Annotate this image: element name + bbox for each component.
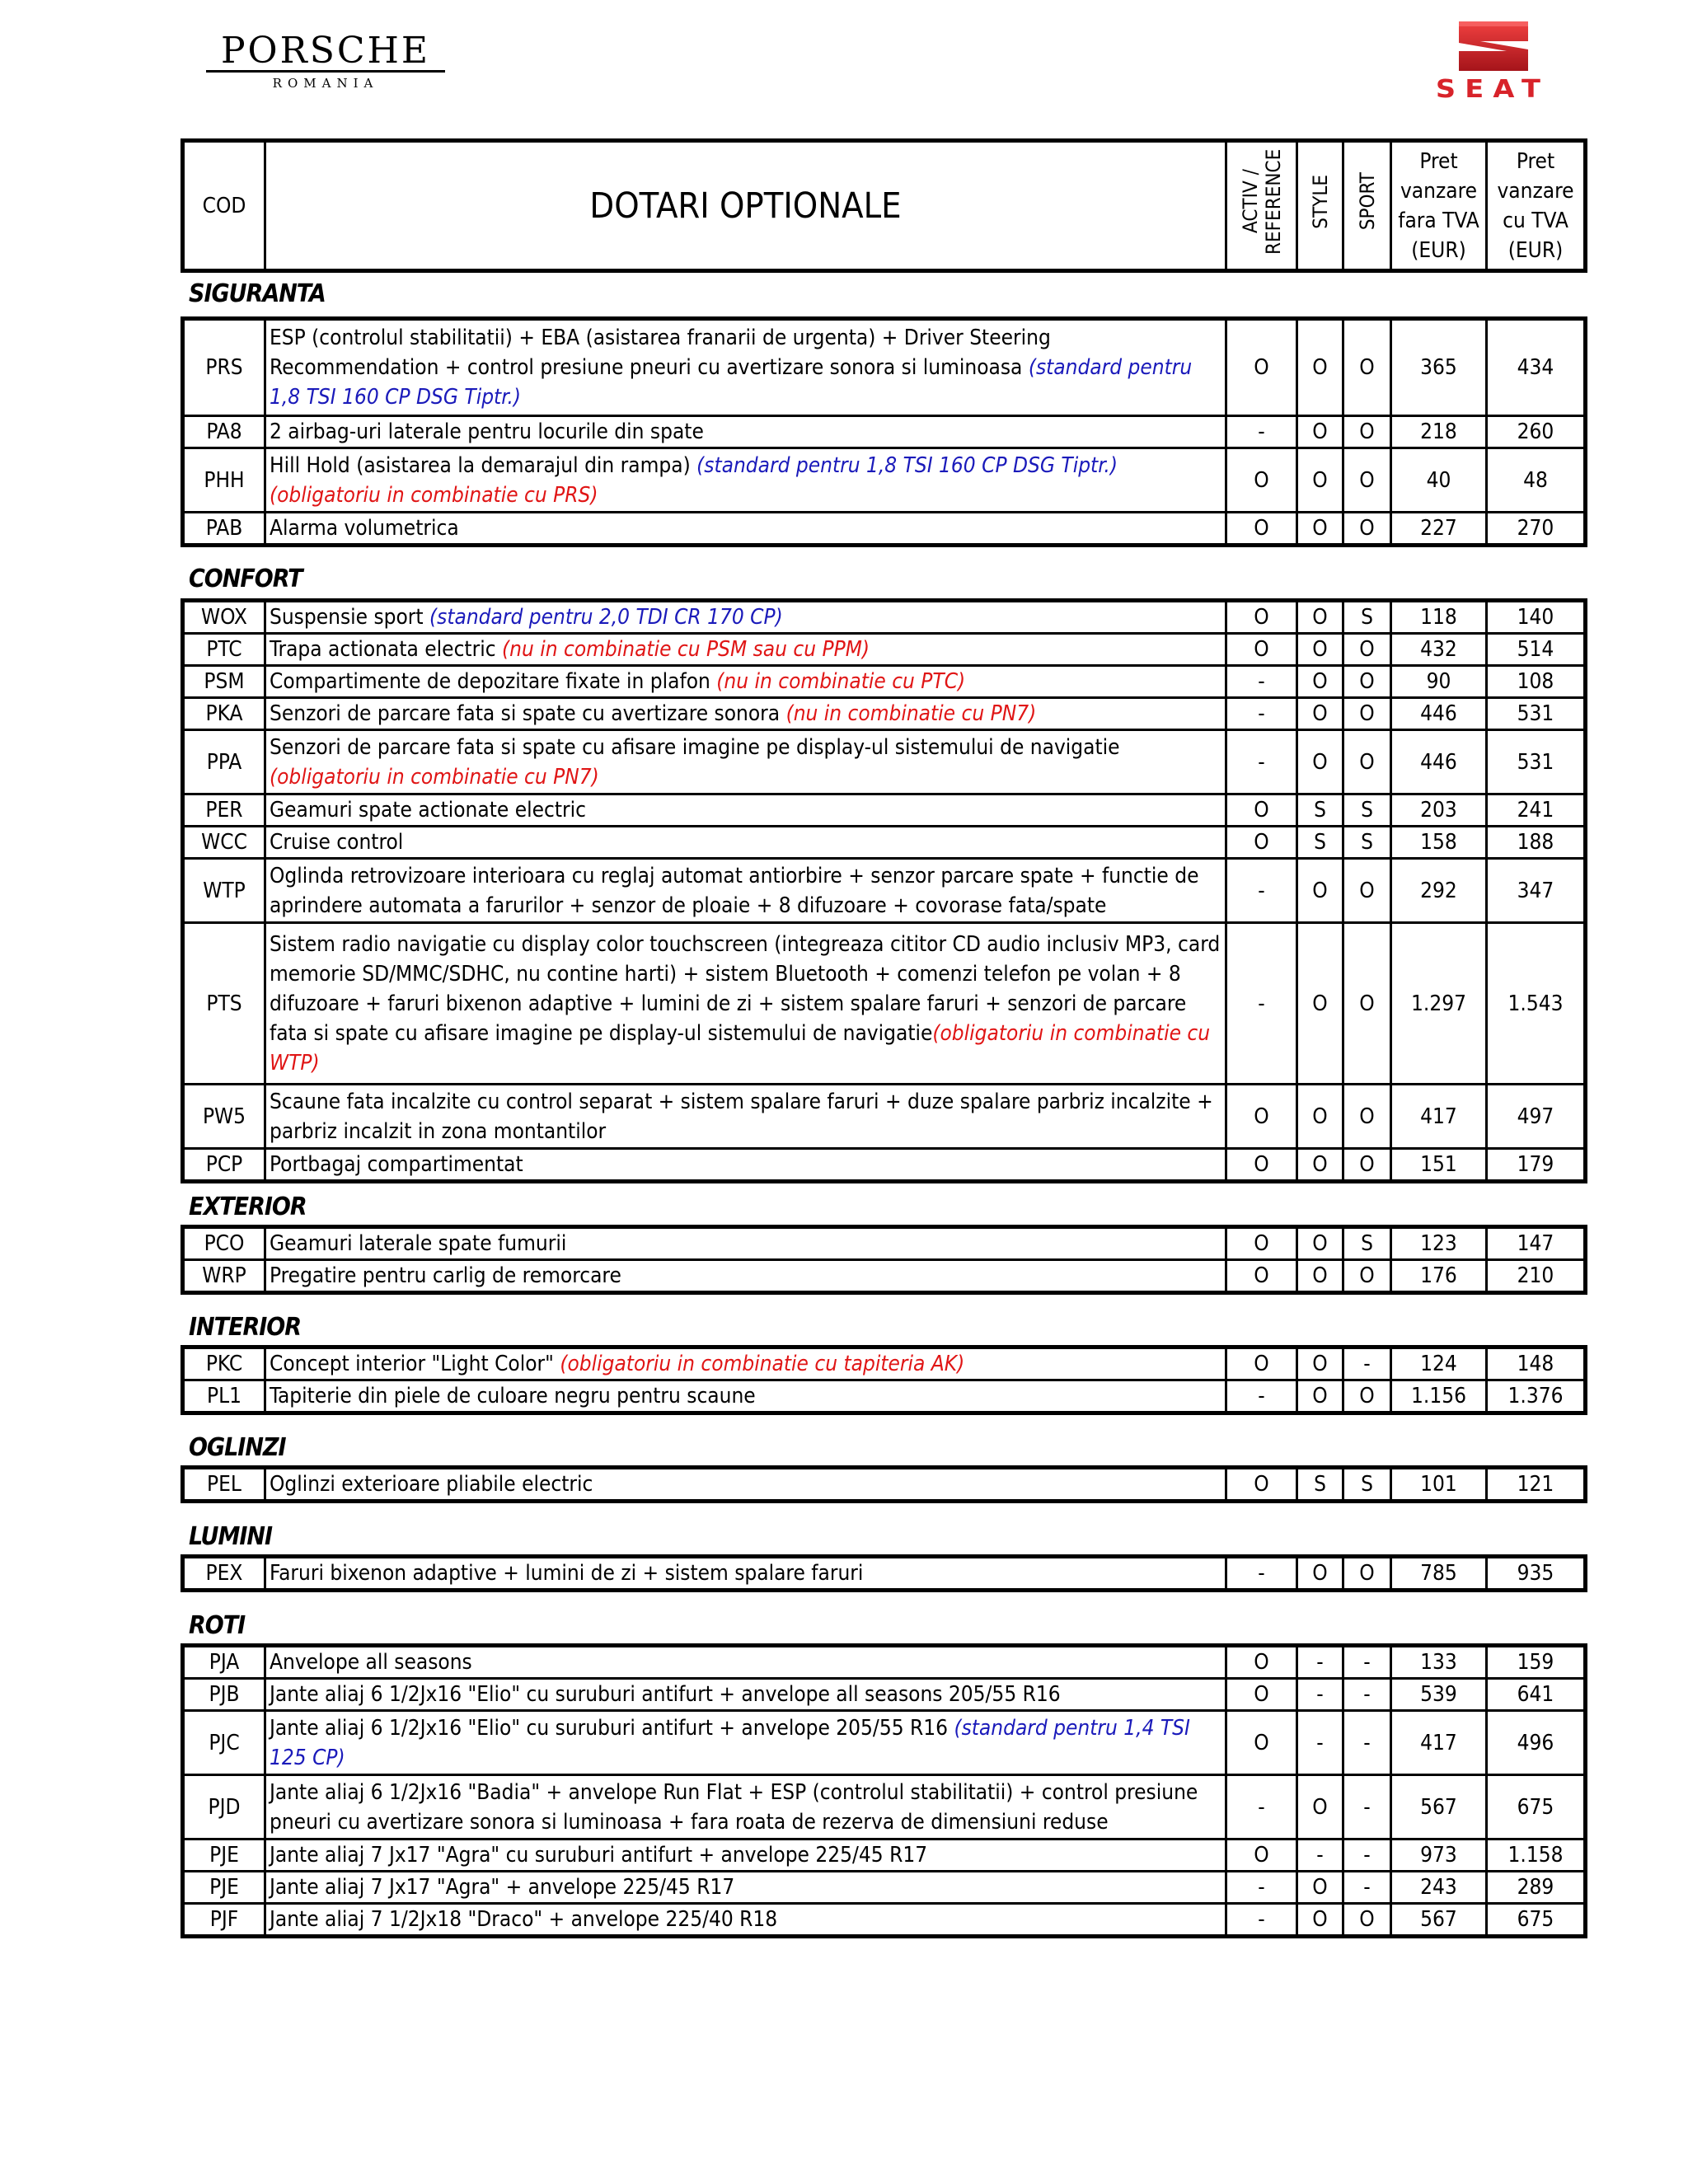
sport-availability: O [1343,666,1391,698]
option-code: PW5 [183,1085,265,1149]
section-title: LUMINI [189,1522,272,1551]
option-description [265,794,1226,827]
table-row [183,1840,1586,1872]
table-row [183,1646,1586,1679]
price-vat: 241 [1487,794,1586,827]
style-availability: - [1297,1646,1343,1679]
options-table [181,1643,1587,1938]
header-table [181,138,1587,273]
price-no-vat: 227 [1391,513,1487,546]
style-availability: S [1297,794,1343,827]
option-description-text: Geamuri spate actionate electric [270,798,586,823]
option-code: PJE [183,1872,265,1904]
option-description-text: Oglinda retrovizoare interioara cu reglaj automat antiorbire + senzor parcare spate + functie de aprindere automata a farurilor + senzor de ploaie + 8 difuzoare + covorase fata/spate [270,863,1199,918]
restriction-note: (obligatoriu in combinatie cu WTP) [270,1020,1211,1076]
activ-availability: O [1226,319,1297,416]
activ-availability: O [1226,601,1297,634]
option-description [265,1227,1226,1260]
price-no-vat: 417 [1391,1085,1487,1149]
activ-availability: - [1226,416,1297,448]
style-availability: O [1297,1227,1343,1260]
option-code: PSM [183,666,265,698]
table-row [183,1468,1586,1502]
option-code: PA8 [183,416,265,448]
price-vat: 496 [1487,1711,1586,1775]
activ-availability: O [1226,1347,1297,1380]
style-availability: O [1297,1260,1343,1293]
activ-availability: - [1226,1904,1297,1937]
price-no-vat: 567 [1391,1775,1487,1840]
option-description-text: Senzori de parcare fata si spate cu avertizare sonora [270,701,786,726]
option-code: PAB [183,513,265,546]
price-vat: 675 [1487,1904,1586,1937]
sport-availability: - [1343,1872,1391,1904]
sport-availability: - [1343,1646,1391,1679]
style-availability: - [1297,1679,1343,1711]
table-row [183,1085,1586,1149]
section-title: OGLINZI [189,1433,286,1462]
option-code: PEX [183,1557,265,1591]
option-description-text: Jante aliaj 7 Jx17 "Agra" + anvelope 225/45 R17 [270,1875,735,1900]
style-availability: O [1297,416,1343,448]
option-code: PJD [183,1775,265,1840]
activ-availability: - [1226,923,1297,1085]
option-description [265,859,1226,923]
price-vat: 531 [1487,730,1586,794]
option-code: WRP [183,1260,265,1293]
price-vat: 935 [1487,1557,1586,1591]
price-vat: 121 [1487,1468,1586,1502]
price-no-vat: 124 [1391,1347,1487,1380]
restriction-note: (nu in combinatie cu PN7) [785,701,1037,726]
price-vat: 140 [1487,601,1586,634]
activ-availability: - [1226,698,1297,730]
price-no-vat: 123 [1391,1227,1487,1260]
activ-availability: - [1226,730,1297,794]
activ-availability: - [1226,666,1297,698]
option-description [265,827,1226,859]
restriction-note: (nu in combinatie cu PTC) [716,669,966,694]
style-availability: - [1297,1711,1343,1775]
option-description [265,319,1226,416]
option-code: PJB [183,1679,265,1711]
style-availability: O [1297,1085,1343,1149]
price-vat: 108 [1487,666,1586,698]
option-description-text: ESP (controlul stabilitatii) + EBA (asistarea franarii de urgenta) + Driver Steering Recommendation + control presiune pneuri cu avertizare sonora si luminoasa [270,326,1051,380]
option-code: PRS [183,319,265,416]
sport-availability: O [1343,698,1391,730]
option-description [265,1904,1226,1937]
restriction-note: (obligatoriu in combinatie cu tapiteria AK) [560,1352,965,1376]
table-row [183,827,1586,859]
price-vat: 210 [1487,1260,1586,1293]
option-description [265,1557,1226,1591]
options-table [181,598,1587,1183]
header-style-label: STYLE [1308,174,1332,229]
style-availability: S [1297,827,1343,859]
option-description-text: Trapa actionata electric [270,637,502,662]
header-activ-label: ACTIV / REFERENCE [1238,148,1285,255]
section-title: INTERIOR [189,1313,302,1342]
style-availability: O [1297,601,1343,634]
sport-availability: S [1343,827,1391,859]
sport-availability: O [1343,1085,1391,1149]
price-no-vat: 243 [1391,1872,1487,1904]
price-vat: 179 [1487,1149,1586,1182]
option-code: WOX [183,601,265,634]
sport-availability: O [1343,634,1391,666]
option-description [265,1775,1226,1840]
option-code: PEL [183,1468,265,1502]
option-description-text: Suspensie sport [270,605,430,630]
price-vat: 159 [1487,1646,1586,1679]
option-description [265,1872,1226,1904]
activ-availability: O [1226,794,1297,827]
option-description-text: Jante aliaj 7 1/2Jx18 "Draco" + anvelope 225/40 R18 [270,1907,778,1932]
header-price-no-vat: Pret vanzare fara TVA (EUR) [1391,141,1487,271]
table-row [183,1260,1586,1293]
sport-availability: O [1343,859,1391,923]
option-description [265,1468,1226,1502]
price-no-vat: 539 [1391,1679,1487,1711]
header-sport [1343,141,1391,271]
price-vat: 147 [1487,1227,1586,1260]
options-table [181,1554,1587,1592]
standard-note: (standard pentru 1,4 TSI 125 CP) [270,1715,1190,1770]
option-code: WCC [183,827,265,859]
option-code: PPA [183,730,265,794]
table-row [183,1775,1586,1840]
price-no-vat: 101 [1391,1468,1487,1502]
sport-availability: O [1343,1557,1391,1591]
activ-availability: - [1226,1775,1297,1840]
price-vat: 675 [1487,1775,1586,1840]
sport-availability: O [1343,448,1391,513]
price-no-vat: 1.297 [1391,923,1487,1085]
header-sport-label: SPORT [1355,172,1379,231]
price-no-vat: 158 [1391,827,1487,859]
table-row [183,416,1586,448]
table-row [183,1380,1586,1413]
style-availability: O [1297,666,1343,698]
option-description [265,1260,1226,1293]
sport-availability: S [1343,1468,1391,1502]
activ-availability: O [1226,1227,1297,1260]
option-code: WTP [183,859,265,923]
style-availability: O [1297,859,1343,923]
section-title: CONFORT [189,565,302,593]
option-description-text: Hill Hold (asistarea la demarajul din rampa) [270,452,697,478]
option-description [265,1380,1226,1413]
header-code: COD [183,141,265,271]
table-row [183,1347,1586,1380]
price-vat: 1.158 [1487,1840,1586,1872]
section-title: ROTI [189,1611,246,1640]
table-row [183,513,1586,546]
option-description-text: Faruri bixenon adaptive + lumini de zi + sistem spalare faruri [270,1561,864,1586]
sport-availability: O [1343,1149,1391,1182]
option-description [265,698,1226,730]
sport-availability: - [1343,1711,1391,1775]
style-availability: O [1297,634,1343,666]
option-description [265,416,1226,448]
option-description [265,1149,1226,1182]
style-availability: O [1297,730,1343,794]
option-code: PKC [183,1347,265,1380]
option-description-text: Pregatire pentru carlig de remorcare [270,1263,621,1288]
table-row [183,859,1586,923]
option-description-text: Cruise control [270,830,404,855]
option-code: PER [183,794,265,827]
option-description-text: Geamuri laterale spate fumurii [270,1231,567,1256]
price-no-vat: 118 [1391,601,1487,634]
style-availability: O [1297,1347,1343,1380]
sport-availability: S [1343,1227,1391,1260]
style-availability: O [1297,1380,1343,1413]
table-row [183,923,1586,1085]
price-no-vat: 90 [1391,666,1487,698]
options-table [181,1465,1587,1503]
price-no-vat: 1.156 [1391,1380,1487,1413]
option-code: PCO [183,1227,265,1260]
table-row [183,448,1586,513]
table-row [183,730,1586,794]
option-description-text: Sistem radio navigatie cu display color touchscreen (integreaza cititor CD audio inclusiv MP3, card memorie SD/MMC/SDHC, nu contine harti) + sistem Bluetooth + comenzi telefon pe volan + 8 difuzoare + faruri bixenon adaptive + lumini de zi + sistem spalare faruri + senzori de parcare fata si spate cu afisare imagine pe display-ul sistemului de navigatie [270,931,1221,1046]
style-availability: O [1297,513,1343,546]
style-availability: - [1297,1840,1343,1872]
option-description-text: Scaune fata incalzite cu control separat + sistem spalare faruri + duze spalare parbriz incalzite + parbriz incalzit in zona montantilor [270,1089,1213,1144]
header-price-vat: Pret vanzare cu TVA (EUR) [1487,141,1586,271]
style-availability: O [1297,1872,1343,1904]
sport-availability: - [1343,1347,1391,1380]
sport-availability: O [1343,319,1391,416]
style-availability: O [1297,1775,1343,1840]
price-vat: 347 [1487,859,1586,923]
price-no-vat: 567 [1391,1904,1487,1937]
option-description-text: Portbagaj compartimentat [270,1152,523,1177]
option-code: PHH [183,448,265,513]
option-description [265,1840,1226,1872]
option-code: PJA [183,1646,265,1679]
activ-availability: O [1226,1468,1297,1502]
style-availability: O [1297,319,1343,416]
table-row [183,1872,1586,1904]
option-description [265,1711,1226,1775]
option-description-text: Anvelope all seasons [270,1650,472,1675]
option-description-text: Oglinzi exterioare pliabile electric [270,1472,593,1497]
style-availability: S [1297,1468,1343,1502]
porsche-logo-word: PORSCHE [206,33,445,73]
table-row [183,666,1586,698]
options-table [181,1345,1587,1415]
activ-availability: O [1226,1260,1297,1293]
style-availability: O [1297,1904,1343,1937]
sport-availability: - [1343,1679,1391,1711]
option-description [265,634,1226,666]
sport-availability: - [1343,1840,1391,1872]
price-no-vat: 973 [1391,1840,1487,1872]
price-no-vat: 446 [1391,698,1487,730]
section-title: EXTERIOR [189,1193,307,1221]
option-description-text: 2 airbag-uri laterale pentru locurile din spate [270,419,704,444]
sport-availability: - [1343,1775,1391,1840]
price-vat: 531 [1487,698,1586,730]
price-vat: 514 [1487,634,1586,666]
option-description-text: Jante aliaj 6 1/2Jx16 "Badia" + anvelope Run Flat + ESP (controlul stabilitatii) + control presiune pneuri cu avertizare sonora si luminoasa + fara roata de rezerva de dimensiuni reduse [270,1779,1198,1835]
option-description [265,1646,1226,1679]
option-code: PL1 [183,1380,265,1413]
option-description [265,923,1226,1085]
sport-availability: O [1343,416,1391,448]
table-row [183,1904,1586,1937]
option-description [265,601,1226,634]
sport-availability: O [1343,1904,1391,1937]
sport-availability: O [1343,923,1391,1085]
price-vat: 434 [1487,319,1586,416]
option-description-text: Jante aliaj 6 1/2Jx16 "Elio" cu suruburi antifurt + anvelope 205/55 R16 [270,1715,954,1741]
price-no-vat: 151 [1391,1149,1487,1182]
option-code: PCP [183,1149,265,1182]
option-code: PTC [183,634,265,666]
option-description-text: Senzori de parcare fata si spate cu afisare imagine pe display-ul sistemului de navigatie [270,734,1120,760]
activ-availability: O [1226,1646,1297,1679]
option-description [265,1347,1226,1380]
activ-availability: - [1226,1380,1297,1413]
table-row [183,601,1586,634]
price-no-vat: 218 [1391,416,1487,448]
option-description [265,513,1226,546]
price-vat: 1.543 [1487,923,1586,1085]
page-title: DOTARI OPTIONALE [265,141,1226,271]
option-description [265,666,1226,698]
activ-availability: O [1226,1840,1297,1872]
price-vat: 148 [1487,1347,1586,1380]
activ-availability: - [1226,1872,1297,1904]
option-code: PJF [183,1904,265,1937]
porsche-logo [206,30,445,91]
price-no-vat: 785 [1391,1557,1487,1591]
price-no-vat: 40 [1391,448,1487,513]
sport-availability: S [1343,601,1391,634]
activ-availability: O [1226,634,1297,666]
sport-availability: S [1343,794,1391,827]
header-activ [1226,141,1297,271]
option-description [265,1085,1226,1149]
activ-availability: - [1226,1557,1297,1591]
sport-availability: O [1343,513,1391,546]
option-description [265,730,1226,794]
restriction-note: (obligatoriu in combinatie cu PN7) [270,764,599,790]
table-row [183,698,1586,730]
option-description [265,1679,1226,1711]
seat-logo-word: SEAT [1435,75,1550,104]
price-no-vat: 446 [1391,730,1487,794]
section-title: SIGURANTA [189,279,326,308]
style-availability: O [1297,1149,1343,1182]
option-description-text: Concept interior "Light Color" [270,1352,560,1376]
table-row [183,634,1586,666]
option-description-text: Jante aliaj 6 1/2Jx16 "Elio" cu suruburi antifurt + anvelope all seasons 205/55 R16 [270,1682,1061,1707]
restriction-note: (obligatoriu in combinatie cu PRS) [270,482,598,508]
sport-availability: O [1343,730,1391,794]
standard-note: (standard pentru 1,8 TSI 160 CP DSG Tiptr.) [696,452,1118,478]
options-table [181,316,1587,547]
style-availability: O [1297,1557,1343,1591]
option-code: PKA [183,698,265,730]
price-no-vat: 432 [1391,634,1487,666]
porsche-logo-subtitle: ROMANIA [272,76,379,91]
price-no-vat: 133 [1391,1646,1487,1679]
option-description-text: Tapiterie din piele de culoare negru pentru scaune [270,1384,756,1408]
table-row [183,1557,1586,1591]
table-row [183,1149,1586,1182]
price-vat: 188 [1487,827,1586,859]
standard-note: (standard pentru 1,8 TSI 160 CP DSG Tiptr.) [270,355,1193,410]
activ-availability: O [1226,827,1297,859]
price-no-vat: 417 [1391,1711,1487,1775]
sport-availability: O [1343,1260,1391,1293]
price-no-vat: 203 [1391,794,1487,827]
activ-availability: O [1226,513,1297,546]
seat-emblem-icon [1426,16,1559,76]
price-vat: 48 [1487,448,1586,513]
activ-availability: O [1226,1149,1297,1182]
table-row [183,1679,1586,1711]
seat-logo [1426,16,1559,104]
activ-availability: O [1226,1085,1297,1149]
price-vat: 289 [1487,1872,1586,1904]
header-style [1297,141,1343,271]
option-code: PTS [183,923,265,1085]
option-description-text: Compartimente de depozitare fixate in plafon [270,669,717,694]
activ-availability: O [1226,1711,1297,1775]
restriction-note: (nu in combinatie cu PSM sau cu PPM) [502,637,870,662]
table-row [183,794,1586,827]
style-availability: O [1297,698,1343,730]
activ-availability: O [1226,448,1297,513]
price-vat: 641 [1487,1679,1586,1711]
activ-availability: - [1226,859,1297,923]
option-code: PJE [183,1840,265,1872]
price-vat: 497 [1487,1085,1586,1149]
option-description-text: Alarma volumetrica [270,516,459,541]
option-description-text: Jante aliaj 7 Jx17 "Agra" cu suruburi antifurt + anvelope 225/45 R17 [270,1843,928,1868]
options-table [181,1225,1587,1295]
price-vat: 260 [1487,416,1586,448]
price-vat: 1.376 [1487,1380,1586,1413]
table-row [183,1227,1586,1260]
standard-note: (standard pentru 2,0 TDI CR 170 CP) [429,605,783,630]
price-no-vat: 176 [1391,1260,1487,1293]
price-vat: 270 [1487,513,1586,546]
style-availability: O [1297,448,1343,513]
table-row [183,319,1586,416]
activ-availability: O [1226,1679,1297,1711]
sport-availability: O [1343,1380,1391,1413]
table-row [183,1711,1586,1775]
style-availability: O [1297,923,1343,1085]
price-no-vat: 365 [1391,319,1487,416]
option-code: PJC [183,1711,265,1775]
price-no-vat: 292 [1391,859,1487,923]
option-description [265,448,1226,513]
